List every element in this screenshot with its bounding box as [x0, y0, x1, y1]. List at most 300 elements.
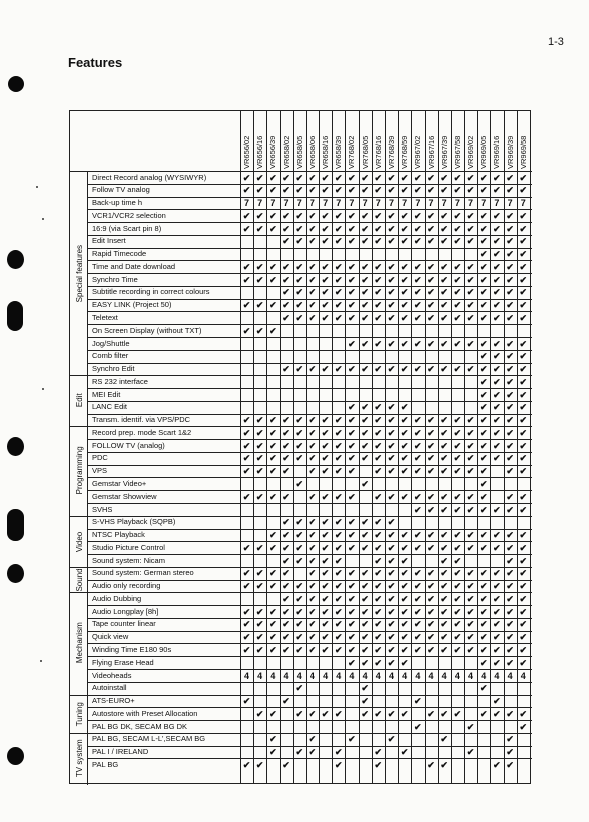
check-mark: ✔	[453, 172, 462, 183]
check-mark: ✔	[453, 210, 462, 221]
check-mark: ✔	[506, 300, 514, 311]
check-mark: ✔	[493, 632, 501, 643]
check-mark: ✔	[348, 300, 356, 311]
check-mark: ✔	[361, 287, 369, 298]
check-mark: ✔	[374, 172, 383, 183]
model-header: VR656/02	[242, 135, 251, 169]
check-mark: ✔	[506, 619, 514, 630]
check-mark: ✔	[255, 325, 264, 336]
check-mark: ✔	[242, 696, 251, 707]
check-mark: ✔	[334, 747, 343, 758]
check-mark: ✔	[361, 274, 369, 285]
check-mark: ✔	[361, 312, 369, 323]
check-mark: ✔	[506, 657, 514, 668]
check-mark: ✔	[348, 338, 356, 349]
check-mark: ✔	[321, 172, 330, 183]
check-mark: ✔	[506, 440, 514, 451]
check-mark: 4	[402, 670, 408, 681]
check-mark: ✔	[348, 223, 356, 234]
check-mark: ✔	[493, 236, 501, 247]
feature-label: Jog/Shuttle	[92, 338, 130, 348]
check-mark: ✔	[255, 542, 264, 553]
feature-label: PDC	[92, 453, 108, 463]
check-mark: ✔	[466, 504, 475, 515]
check-mark: 7	[349, 198, 355, 209]
check-mark: ✔	[427, 300, 435, 311]
check-mark: ✔	[334, 517, 343, 528]
check-mark: ✔	[466, 619, 475, 630]
check-mark: ✔	[269, 619, 277, 630]
check-mark: ✔	[427, 568, 435, 579]
check-mark: ✔	[400, 338, 409, 349]
check-mark: ✔	[440, 619, 448, 630]
check-mark: ✔	[519, 415, 528, 426]
check-mark: ✔	[506, 568, 514, 579]
check-mark: ✔	[519, 364, 528, 375]
check-mark: ✔	[427, 581, 435, 592]
check-mark: ✔	[242, 185, 251, 196]
check-mark: ✔	[506, 644, 514, 655]
check-mark: ✔	[414, 300, 422, 311]
check-mark: ✔	[453, 708, 462, 719]
check-mark: ✔	[466, 300, 475, 311]
check-mark: ✔	[295, 312, 303, 323]
check-mark: ✔	[427, 236, 435, 247]
check-mark: ✔	[493, 172, 501, 183]
check-mark: ✔	[479, 466, 488, 477]
check-mark: ✔	[414, 593, 422, 604]
check-mark: ✔	[282, 593, 290, 604]
check-mark: ✔	[453, 287, 462, 298]
check-mark: ✔	[453, 338, 462, 349]
check-mark: ✔	[361, 517, 369, 528]
check-mark: ✔	[479, 351, 488, 362]
check-mark: ✔	[255, 759, 264, 770]
check-mark: ✔	[361, 606, 369, 617]
check-mark: ✔	[479, 530, 488, 541]
model-header: VR969/05	[479, 135, 489, 169]
check-mark: ✔	[440, 734, 448, 745]
check-mark: ✔	[479, 312, 488, 323]
check-mark: ✔	[308, 530, 317, 541]
check-mark: ✔	[295, 632, 303, 643]
check-mark: ✔	[255, 606, 264, 617]
check-mark: ✔	[282, 696, 290, 707]
check-mark: ✔	[440, 185, 448, 196]
check-mark: ✔	[295, 287, 303, 298]
check-mark: ✔	[374, 644, 383, 655]
model-header: VR658/39	[334, 135, 344, 169]
check-mark: ✔	[414, 236, 422, 247]
check-mark: ✔	[282, 581, 290, 592]
check-mark: ✔	[479, 236, 488, 247]
feature-label: MEI Edit	[92, 389, 121, 399]
check-mark: ✔	[282, 300, 290, 311]
feature-label: Winding Time E180 90s	[92, 644, 172, 654]
check-mark: ✔	[282, 568, 290, 579]
check-mark: ✔	[479, 376, 488, 387]
check-mark: ✔	[295, 427, 303, 438]
feature-label: PAL BG, SECAM L-L',SECAM BG	[92, 734, 206, 744]
check-mark: ✔	[387, 287, 396, 298]
scan-speck	[40, 660, 42, 662]
check-mark: ✔	[414, 721, 422, 732]
feature-label: Autoinstall	[92, 683, 127, 693]
check-mark: ✔	[282, 440, 290, 451]
check-mark: ✔	[414, 172, 422, 183]
check-mark: ✔	[427, 287, 435, 298]
check-mark: ✔	[493, 415, 501, 426]
check-mark: ✔	[519, 606, 528, 617]
check-mark: ✔	[282, 312, 290, 323]
check-mark: ✔	[334, 300, 343, 311]
check-mark: ✔	[453, 568, 462, 579]
check-mark: ✔	[400, 581, 409, 592]
check-mark: ✔	[282, 185, 290, 196]
check-mark: ✔	[321, 223, 330, 234]
check-mark: ✔	[374, 453, 383, 464]
check-mark: ✔	[453, 504, 462, 515]
check-mark: ✔	[506, 542, 514, 553]
check-mark: ✔	[374, 427, 383, 438]
check-mark: ✔	[255, 632, 264, 643]
feature-label: SVHS	[92, 504, 113, 514]
check-mark: ✔	[440, 338, 448, 349]
check-mark: ✔	[295, 530, 303, 541]
check-mark: ✔	[321, 312, 330, 323]
check-mark: ✔	[440, 530, 448, 541]
check-mark: ✔	[466, 274, 475, 285]
check-mark: ✔	[255, 708, 264, 719]
check-mark: ✔	[269, 210, 277, 221]
check-mark: ✔	[361, 683, 369, 694]
check-mark: ✔	[308, 593, 317, 604]
check-mark: ✔	[479, 683, 488, 694]
check-mark: ✔	[334, 236, 343, 247]
check-mark: 4	[468, 670, 474, 681]
check-mark: ✔	[282, 274, 290, 285]
check-mark: 4	[375, 670, 381, 681]
check-mark: ✔	[321, 440, 330, 451]
check-mark: ✔	[255, 300, 264, 311]
check-mark: ✔	[506, 364, 514, 375]
check-mark: ✔	[466, 415, 475, 426]
check-mark: ✔	[308, 210, 317, 221]
check-mark: ✔	[440, 466, 448, 477]
check-mark: ✔	[414, 338, 422, 349]
check-mark: 4	[494, 670, 500, 681]
feature-label: Audio only recording	[92, 581, 161, 591]
binder-hole-2	[7, 250, 24, 269]
check-mark: ✔	[374, 581, 383, 592]
check-mark: ✔	[519, 491, 528, 502]
check-mark: ✔	[479, 453, 488, 464]
check-mark: ✔	[519, 376, 528, 387]
check-mark: ✔	[440, 261, 448, 272]
check-mark: ✔	[479, 223, 488, 234]
check-mark: ✔	[479, 261, 488, 272]
check-mark: ✔	[453, 530, 462, 541]
check-mark: ✔	[400, 568, 409, 579]
check-mark: ✔	[453, 427, 462, 438]
check-mark: ✔	[453, 364, 462, 375]
check-mark: ✔	[334, 644, 343, 655]
check-mark: ✔	[493, 708, 501, 719]
check-mark: ✔	[506, 287, 514, 298]
check-mark: ✔	[295, 274, 303, 285]
feature-label: VPS	[92, 466, 108, 476]
check-mark: ✔	[440, 236, 448, 247]
check-mark: ✔	[453, 453, 462, 464]
check-mark: ✔	[493, 657, 501, 668]
check-mark: 7	[494, 198, 500, 209]
feature-label: Subtitle recording in correct colours	[92, 287, 210, 297]
check-mark: ✔	[374, 708, 383, 719]
check-mark: ✔	[255, 491, 264, 502]
binder-hole-6	[7, 564, 24, 583]
check-mark: ✔	[466, 364, 475, 375]
feature-label: ATS-EURO+	[92, 696, 135, 706]
check-mark: ✔	[466, 287, 475, 298]
check-mark: ✔	[519, 568, 528, 579]
check-mark: ✔	[400, 236, 409, 247]
feature-label: Gemstar Video+	[92, 478, 147, 488]
check-mark: ✔	[387, 708, 396, 719]
check-mark: 4	[323, 670, 329, 681]
page-number: 1-3	[548, 36, 564, 48]
scan-speck	[42, 218, 44, 220]
check-mark: ✔	[334, 287, 343, 298]
check-mark: ✔	[506, 632, 514, 643]
check-mark: ✔	[348, 274, 356, 285]
check-mark: ✔	[374, 312, 383, 323]
check-mark: ✔	[400, 364, 409, 375]
check-mark: ✔	[400, 440, 409, 451]
check-mark: ✔	[334, 466, 343, 477]
check-mark: ✔	[440, 606, 448, 617]
check-mark: ✔	[269, 568, 277, 579]
check-mark: ✔	[308, 747, 317, 758]
binder-hole-4	[7, 437, 24, 456]
check-mark: ✔	[387, 644, 396, 655]
check-mark: 7	[415, 198, 421, 209]
feature-label: EASY LINK (Project 50)	[92, 300, 172, 310]
check-mark: 7	[468, 198, 474, 209]
feature-label: Synchro Edit	[92, 364, 135, 374]
check-mark: 4	[349, 670, 355, 681]
check-mark: ✔	[242, 427, 251, 438]
check-mark: ✔	[427, 644, 435, 655]
check-mark: 7	[243, 198, 249, 209]
check-mark: 4	[415, 670, 421, 681]
feature-label: Flying Erase Head	[92, 657, 154, 667]
check-mark: ✔	[400, 312, 409, 323]
check-mark: ✔	[374, 606, 383, 617]
check-mark: 7	[428, 198, 434, 209]
check-mark: ✔	[295, 440, 303, 451]
check-mark: ✔	[414, 568, 422, 579]
check-mark: ✔	[282, 453, 290, 464]
check-mark: ✔	[519, 453, 528, 464]
check-mark: ✔	[414, 415, 422, 426]
check-mark: ✔	[334, 606, 343, 617]
check-mark: ✔	[519, 542, 528, 553]
check-mark: ✔	[453, 542, 462, 553]
model-header: VR658/02	[281, 135, 291, 169]
check-mark: ✔	[348, 261, 356, 272]
feature-label: Comb filter	[92, 351, 129, 361]
check-mark: ✔	[348, 427, 356, 438]
check-mark: ✔	[414, 312, 422, 323]
check-mark: ✔	[414, 223, 422, 234]
check-mark: ✔	[414, 364, 422, 375]
check-mark: ✔	[479, 440, 488, 451]
check-mark: 7	[323, 198, 329, 209]
check-mark: 4	[481, 670, 487, 681]
check-mark: ✔	[308, 223, 317, 234]
check-mark: ✔	[282, 261, 290, 272]
check-mark: ✔	[519, 389, 528, 400]
check-mark: ✔	[453, 223, 462, 234]
check-mark: ✔	[506, 466, 514, 477]
check-mark: ✔	[282, 466, 290, 477]
check-mark: ✔	[321, 466, 330, 477]
check-mark: ✔	[440, 568, 448, 579]
check-mark: ✔	[387, 415, 396, 426]
check-mark: ✔	[466, 236, 475, 247]
check-mark: ✔	[308, 491, 317, 502]
check-mark: ✔	[321, 530, 330, 541]
check-mark: ✔	[453, 312, 462, 323]
feature-label: Studio Picture Control	[92, 542, 165, 552]
check-mark: ✔	[282, 619, 290, 630]
check-mark: ✔	[479, 249, 488, 260]
check-mark: ✔	[506, 249, 514, 260]
group-label: Sound	[75, 568, 84, 592]
check-mark: ✔	[493, 351, 501, 362]
check-mark: ✔	[387, 312, 396, 323]
check-mark: 4	[454, 670, 460, 681]
check-mark: ✔	[493, 440, 501, 451]
check-mark: ✔	[295, 593, 303, 604]
check-mark: ✔	[295, 453, 303, 464]
check-mark: ✔	[440, 223, 448, 234]
check-mark: ✔	[440, 542, 448, 553]
check-mark: ✔	[269, 734, 277, 745]
check-mark: ✔	[493, 389, 501, 400]
check-mark: ✔	[519, 657, 528, 668]
check-mark: ✔	[506, 351, 514, 362]
check-mark: ✔	[242, 440, 251, 451]
check-mark: ✔	[334, 261, 343, 272]
check-mark: ✔	[387, 606, 396, 617]
check-mark: ✔	[242, 325, 251, 336]
check-mark: ✔	[348, 364, 356, 375]
check-mark: ✔	[453, 632, 462, 643]
check-mark: ✔	[348, 619, 356, 630]
check-mark: ✔	[493, 427, 501, 438]
check-mark: ✔	[519, 708, 528, 719]
check-mark: ✔	[506, 734, 514, 745]
features-table	[69, 110, 531, 784]
check-mark: ✔	[506, 453, 514, 464]
check-mark: ✔	[493, 223, 501, 234]
check-mark: ✔	[334, 274, 343, 285]
check-mark: 7	[520, 198, 526, 209]
check-mark: ✔	[308, 312, 317, 323]
check-mark: ✔	[453, 440, 462, 451]
model-header: VR967/02	[413, 135, 423, 169]
check-mark: ✔	[374, 185, 383, 196]
check-mark: ✔	[374, 466, 383, 477]
check-mark: ✔	[321, 364, 330, 375]
check-mark: ✔	[242, 223, 251, 234]
check-mark: ✔	[387, 530, 396, 541]
check-mark: ✔	[374, 402, 383, 413]
check-mark: ✔	[387, 734, 396, 745]
check-mark: ✔	[387, 364, 396, 375]
check-mark: ✔	[506, 261, 514, 272]
check-mark: ✔	[374, 338, 383, 349]
check-mark: 7	[257, 198, 263, 209]
check-mark: ✔	[361, 568, 369, 579]
check-mark: ✔	[361, 644, 369, 655]
check-mark: ✔	[506, 172, 514, 183]
check-mark: ✔	[308, 606, 317, 617]
model-header: VR768/16	[373, 135, 383, 169]
check-mark: ✔	[506, 504, 514, 515]
check-mark: ✔	[479, 389, 488, 400]
check-mark: ✔	[295, 223, 303, 234]
check-mark: ✔	[334, 453, 343, 464]
check-mark: ✔	[493, 287, 501, 298]
check-mark: ✔	[374, 287, 383, 298]
check-mark: ✔	[308, 236, 317, 247]
check-mark: ✔	[295, 683, 303, 694]
check-mark: ✔	[427, 491, 435, 502]
check-mark: ✔	[282, 491, 290, 502]
check-mark: ✔	[506, 555, 514, 566]
check-mark: ✔	[334, 542, 343, 553]
check-mark: ✔	[334, 581, 343, 592]
check-mark: ✔	[519, 185, 528, 196]
check-mark: ✔	[479, 504, 488, 515]
check-mark: ✔	[506, 338, 514, 349]
check-mark: ✔	[466, 542, 475, 553]
check-mark: ✔	[400, 619, 409, 630]
check-mark: ✔	[308, 364, 317, 375]
check-mark: ✔	[374, 530, 383, 541]
check-mark: ✔	[493, 185, 501, 196]
group-label: Edit	[75, 393, 84, 408]
check-mark: ✔	[479, 632, 488, 643]
feature-label: Tape counter linear	[92, 619, 156, 629]
check-mark: ✔	[427, 223, 435, 234]
check-mark: ✔	[295, 210, 303, 221]
check-mark: ✔	[414, 530, 422, 541]
check-mark: ✔	[440, 708, 448, 719]
check-mark: ✔	[308, 568, 317, 579]
check-mark: ✔	[321, 185, 330, 196]
feature-label: VCR1/VCR2 selection	[92, 210, 166, 220]
check-mark: ✔	[282, 364, 290, 375]
check-mark: ✔	[308, 287, 317, 298]
check-mark: ✔	[255, 453, 264, 464]
check-mark: ✔	[400, 427, 409, 438]
check-mark: ✔	[466, 172, 475, 183]
check-mark: ✔	[269, 172, 277, 183]
check-mark: ✔	[519, 236, 528, 247]
